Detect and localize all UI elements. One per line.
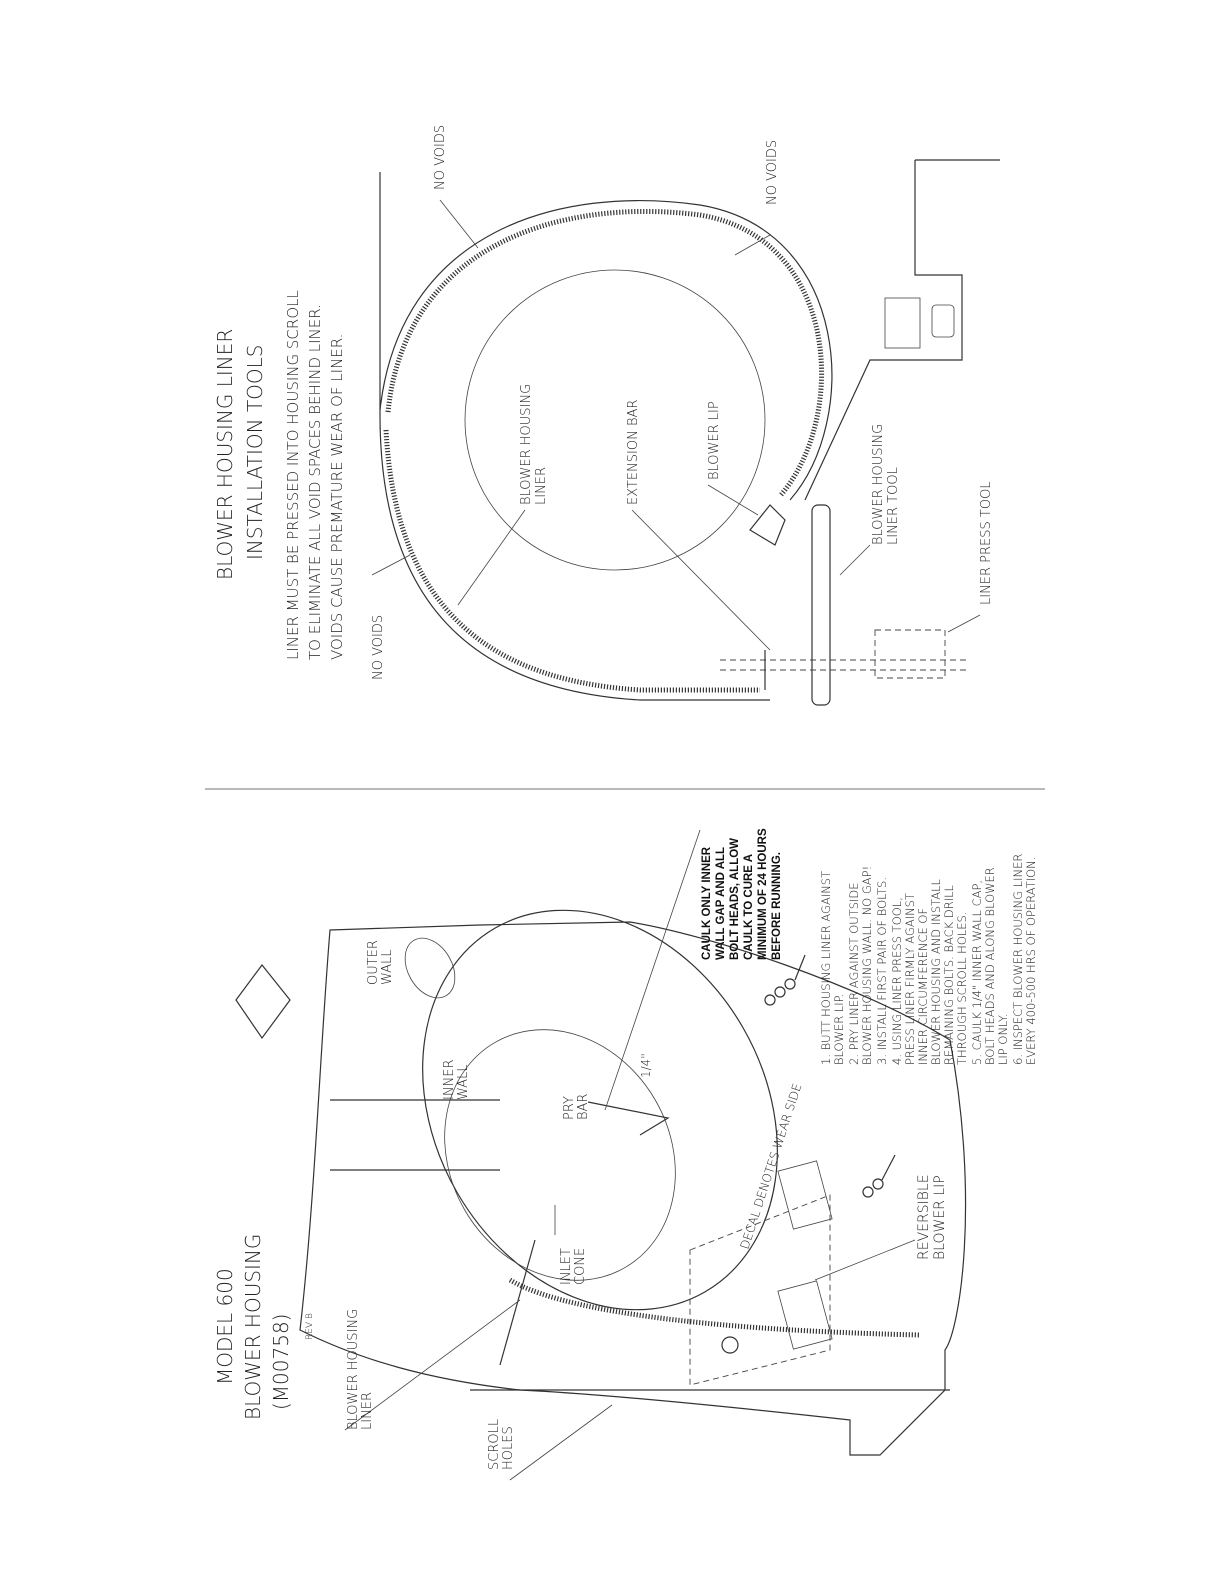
- caulk-note-line5: MINIMUM OF 24 HOURS: [757, 828, 769, 960]
- label-decal: DECAL DENOTES WEAR SIDE: [737, 1081, 805, 1251]
- left-title-line1: MODEL 600: [213, 1268, 237, 1385]
- step-line-10: REMAINING BOLTS. BACK DRILL: [942, 885, 956, 1065]
- diamond-plate: [236, 965, 290, 1038]
- leader-liner: [458, 510, 525, 605]
- leader-blower-lip: [708, 485, 758, 515]
- right-title-line1: BLOWER HOUSING LINER: [213, 328, 237, 580]
- right-note-line2: TO ELIMINATE ALL VOID SPACES BEHIND LINER.: [306, 304, 324, 660]
- label-liner-line1: BLOWER HOUSING: [519, 383, 534, 505]
- caulk-note-line2: WALL GAP AND ALL: [715, 846, 727, 960]
- caulk-note-line3: BOLT HEADS, ALLOW: [729, 837, 741, 960]
- right-note-line1: LINER MUST BE PRESSED INTO HOUSING SCROLL: [284, 290, 302, 660]
- label-inlet-cone-line2: CONE: [573, 1247, 588, 1285]
- label-scroll-holes-line2: HOLES: [501, 1426, 516, 1470]
- label-inlet-cone-line1: INLET: [559, 1248, 574, 1285]
- label-inner-wall-line2: WALL: [456, 1064, 471, 1100]
- liner-hatch-lower: [386, 430, 760, 690]
- label-no-voids-right: NO VOIDS: [765, 139, 780, 205]
- step-line-15: 6. INSPECT BLOWER HOUSING LINER: [1011, 853, 1025, 1065]
- left-title-line3: (M00758): [269, 1313, 293, 1410]
- step-line-1: 1. BUTT HOUSING LINER AGAINST: [819, 870, 833, 1065]
- label-housing-liner-line2: LINER: [360, 1391, 375, 1430]
- scroll-rod: [500, 1240, 535, 1365]
- blower-housing-drawing: [213, 828, 1038, 1480]
- step-line-5: 3. INSTALL FIRST PAIR OF BOLTS.: [875, 877, 889, 1065]
- outer-wall-hole: [395, 929, 465, 1006]
- leader-press-tool: [948, 615, 980, 632]
- label-liner-tool-line1: BLOWER HOUSING: [871, 423, 886, 545]
- revision-label: REV B: [305, 1313, 315, 1340]
- caulk-note: [701, 828, 783, 960]
- pry-bar: [588, 1102, 668, 1135]
- label-reversible-line2: BLOWER LIP: [932, 1175, 948, 1260]
- caulk-note-line6: BEFORE RUNNING.: [771, 852, 783, 960]
- blower-lip-bracket-2: [778, 1281, 832, 1349]
- label-inner-wall-line1: INNER: [442, 1059, 457, 1100]
- label-extension-bar: EXTENSION BAR: [626, 399, 641, 505]
- blower-lip-hidden: [690, 1195, 830, 1385]
- label-reversible-line1: REVERSIBLE: [916, 1174, 932, 1260]
- caulk-note-line4: CAULK TO CURE A: [743, 853, 755, 960]
- step-line-9: BLOWER HOUSING AND INSTALL: [929, 879, 943, 1065]
- left-title-line2: BLOWER HOUSING: [241, 1233, 265, 1420]
- label-outer-wall-line2: WALL: [380, 949, 395, 985]
- caulk-note-line1: CAULK ONLY INNER: [701, 846, 713, 960]
- blower-lip: [750, 505, 785, 545]
- leader-liner-tool: [840, 545, 870, 575]
- step-line-4: BLOWER HOUSING WALL. NO GAP!: [860, 865, 874, 1065]
- label-gap: 1/4": [639, 1053, 653, 1078]
- leader-no-voids-left: [372, 555, 410, 575]
- lip-boss: [722, 1337, 738, 1353]
- right-note-line3: VOIDS CAUSE PREMATURE WEAR OF LINER.: [328, 333, 346, 660]
- label-scroll-holes-line1: SCROLL: [487, 1418, 502, 1470]
- frame-cutout-2: [932, 305, 954, 337]
- bolt-stack-right: [765, 955, 805, 1005]
- step-line-6: 4. USING LINER PRESS TOOL,: [890, 897, 904, 1065]
- label-pry-bar-line1: PRY: [562, 1096, 577, 1120]
- bolt-stack-lower: [863, 1155, 895, 1197]
- liner-tool-plate: [812, 505, 830, 705]
- right-title-line2: INSTALLATION TOOLS: [243, 344, 267, 560]
- liner-press-tool: [875, 630, 945, 678]
- frame-cutout-1: [885, 298, 920, 348]
- label-liner-line2: LINER: [534, 466, 549, 505]
- step-line-8: INNER CIRCUMFERENCE OF: [916, 907, 930, 1065]
- liner-installation-tools-drawing: [213, 125, 1000, 705]
- label-no-voids-left: NO VOIDS: [371, 614, 386, 680]
- step-line-11: THROUGH SCROLL HOLES.: [955, 911, 969, 1065]
- label-outer-wall-line1: OUTER: [366, 940, 381, 985]
- label-no-voids-top: NO VOIDS: [433, 124, 448, 190]
- label-liner-press-tool: LINER PRESS TOOL: [979, 481, 994, 605]
- step-line-14: LIP ONLY.: [996, 1013, 1010, 1065]
- housing-liner-strip: [510, 1280, 920, 1335]
- label-pry-bar-line2: BAR: [576, 1093, 591, 1120]
- blower-lip-bracket-1: [778, 1161, 832, 1229]
- label-housing-liner-line1: BLOWER HOUSING: [346, 1308, 361, 1430]
- leader-scroll-holes: [510, 1405, 612, 1480]
- housing-frame: [805, 160, 1000, 500]
- step-line-2: BLOWER LIP.: [832, 993, 846, 1065]
- leader-extension-bar: [632, 510, 770, 650]
- step-line-12: 5. CAULK 1/4" INNER WALL CAP,: [970, 879, 984, 1065]
- step-line-13: BOLT HEADS AND ALONG BLOWER: [983, 867, 997, 1065]
- installation-steps: [819, 854, 1038, 1065]
- label-liner-tool-line2: LINER TOOL: [886, 467, 901, 545]
- liner-hatch: [388, 211, 822, 496]
- step-line-3: 2. PRY LINER AGAINST OUTSIDE: [847, 882, 861, 1065]
- step-line-7: PRESS LINER FIRMLY AGAINST: [903, 892, 917, 1065]
- housing-front-face: [330, 1100, 950, 1390]
- housing-scroll-outer: [380, 201, 832, 500]
- leader-no-voids-top: [440, 200, 478, 248]
- step-line-16: EVERY 400-500 HRS OF OPERATION.: [1024, 856, 1038, 1065]
- label-blower-lip: BLOWER LIP: [707, 401, 722, 480]
